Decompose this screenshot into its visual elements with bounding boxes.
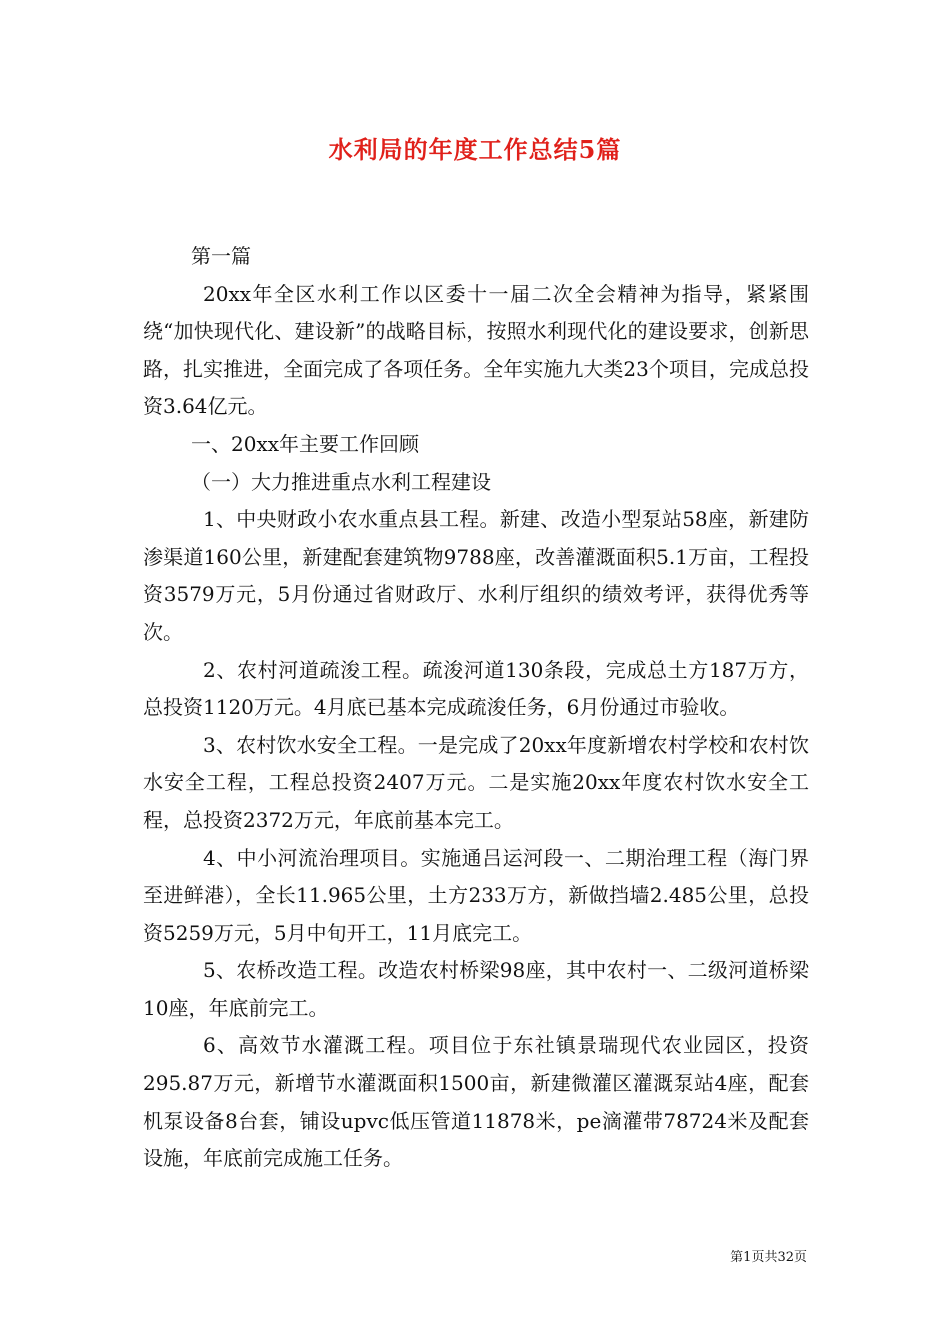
- paragraph-item-6: 6、高效节水灌溉工程。项目位于东社镇景瑞现代农业园区，投资295.87万元，新增节水灌溉面积1500亩，新建微灌区灌溉泵站4座，配套机泵设备8台套，铺设upvc低压管道11878米，pe滴灌带78724米及配套设施，年底前完成施工任务。: [143, 1033, 809, 1171]
- heading-review: 一、20xx年主要工作回顾: [191, 431, 420, 456]
- paragraph-item-2: 2、农村河道疏浚工程。疏浚河道130条段，完成总土方187万方，总投资1120万元。4月底已基本完成疏浚任务，6月份通过市验收。: [143, 657, 809, 720]
- section-label: 第一篇: [191, 244, 251, 268]
- paragraph-item-5: 5、农桥改造工程。改造农村桥梁98座，其中农村一、二级河道桥梁10座，年底前完工。: [143, 958, 809, 1020]
- paragraph-item-3: 3、农村饮水安全工程。一是完成了20xx年度新增农村学校和农村饮水安全工程，工程总投资2407万元。二是实施20xx年度农村饮水安全工程，总投资2372万元，年底前基本完工。: [143, 732, 809, 832]
- paragraph-item-1: 1、中央财政小农水重点县工程。新建、改造小型泵站58座，新建防渗渠道160公里，新建配套建筑物9788座，改善灌溉面积5.1万亩，工程投资3579万元，5月份通过省财政厅、水利厅组织的绩效考评，获得优秀等次。: [143, 507, 809, 644]
- subheading-key-projects: （一）大力推进重点水利工程建设: [191, 469, 491, 494]
- paragraph-intro: 20xx年全区水利工作以区委十一届二次全会精神为指导，紧紧围绕“加快现代化、建设新”的战略目标，按照水利现代化的建设要求，创新思路，扎实推进，全面完成了各项任务。全年实施九大类23个项目，完成总投资3.64亿元。: [143, 281, 809, 419]
- document-title: 水利局的年度工作总结5篇: [328, 135, 622, 164]
- paragraph-item-4: 4、中小河流治理项目。实施通吕运河段一、二期治理工程（海门界至进鲜港），全长11.965公里，土方233万方，新做挡墙2.485公里，总投资5259万元，5月中旬开工，11月底完工。: [143, 845, 809, 945]
- page-number-footer: 第1页共32页: [730, 1250, 807, 1265]
- document-body: [143, 238, 809, 1178]
